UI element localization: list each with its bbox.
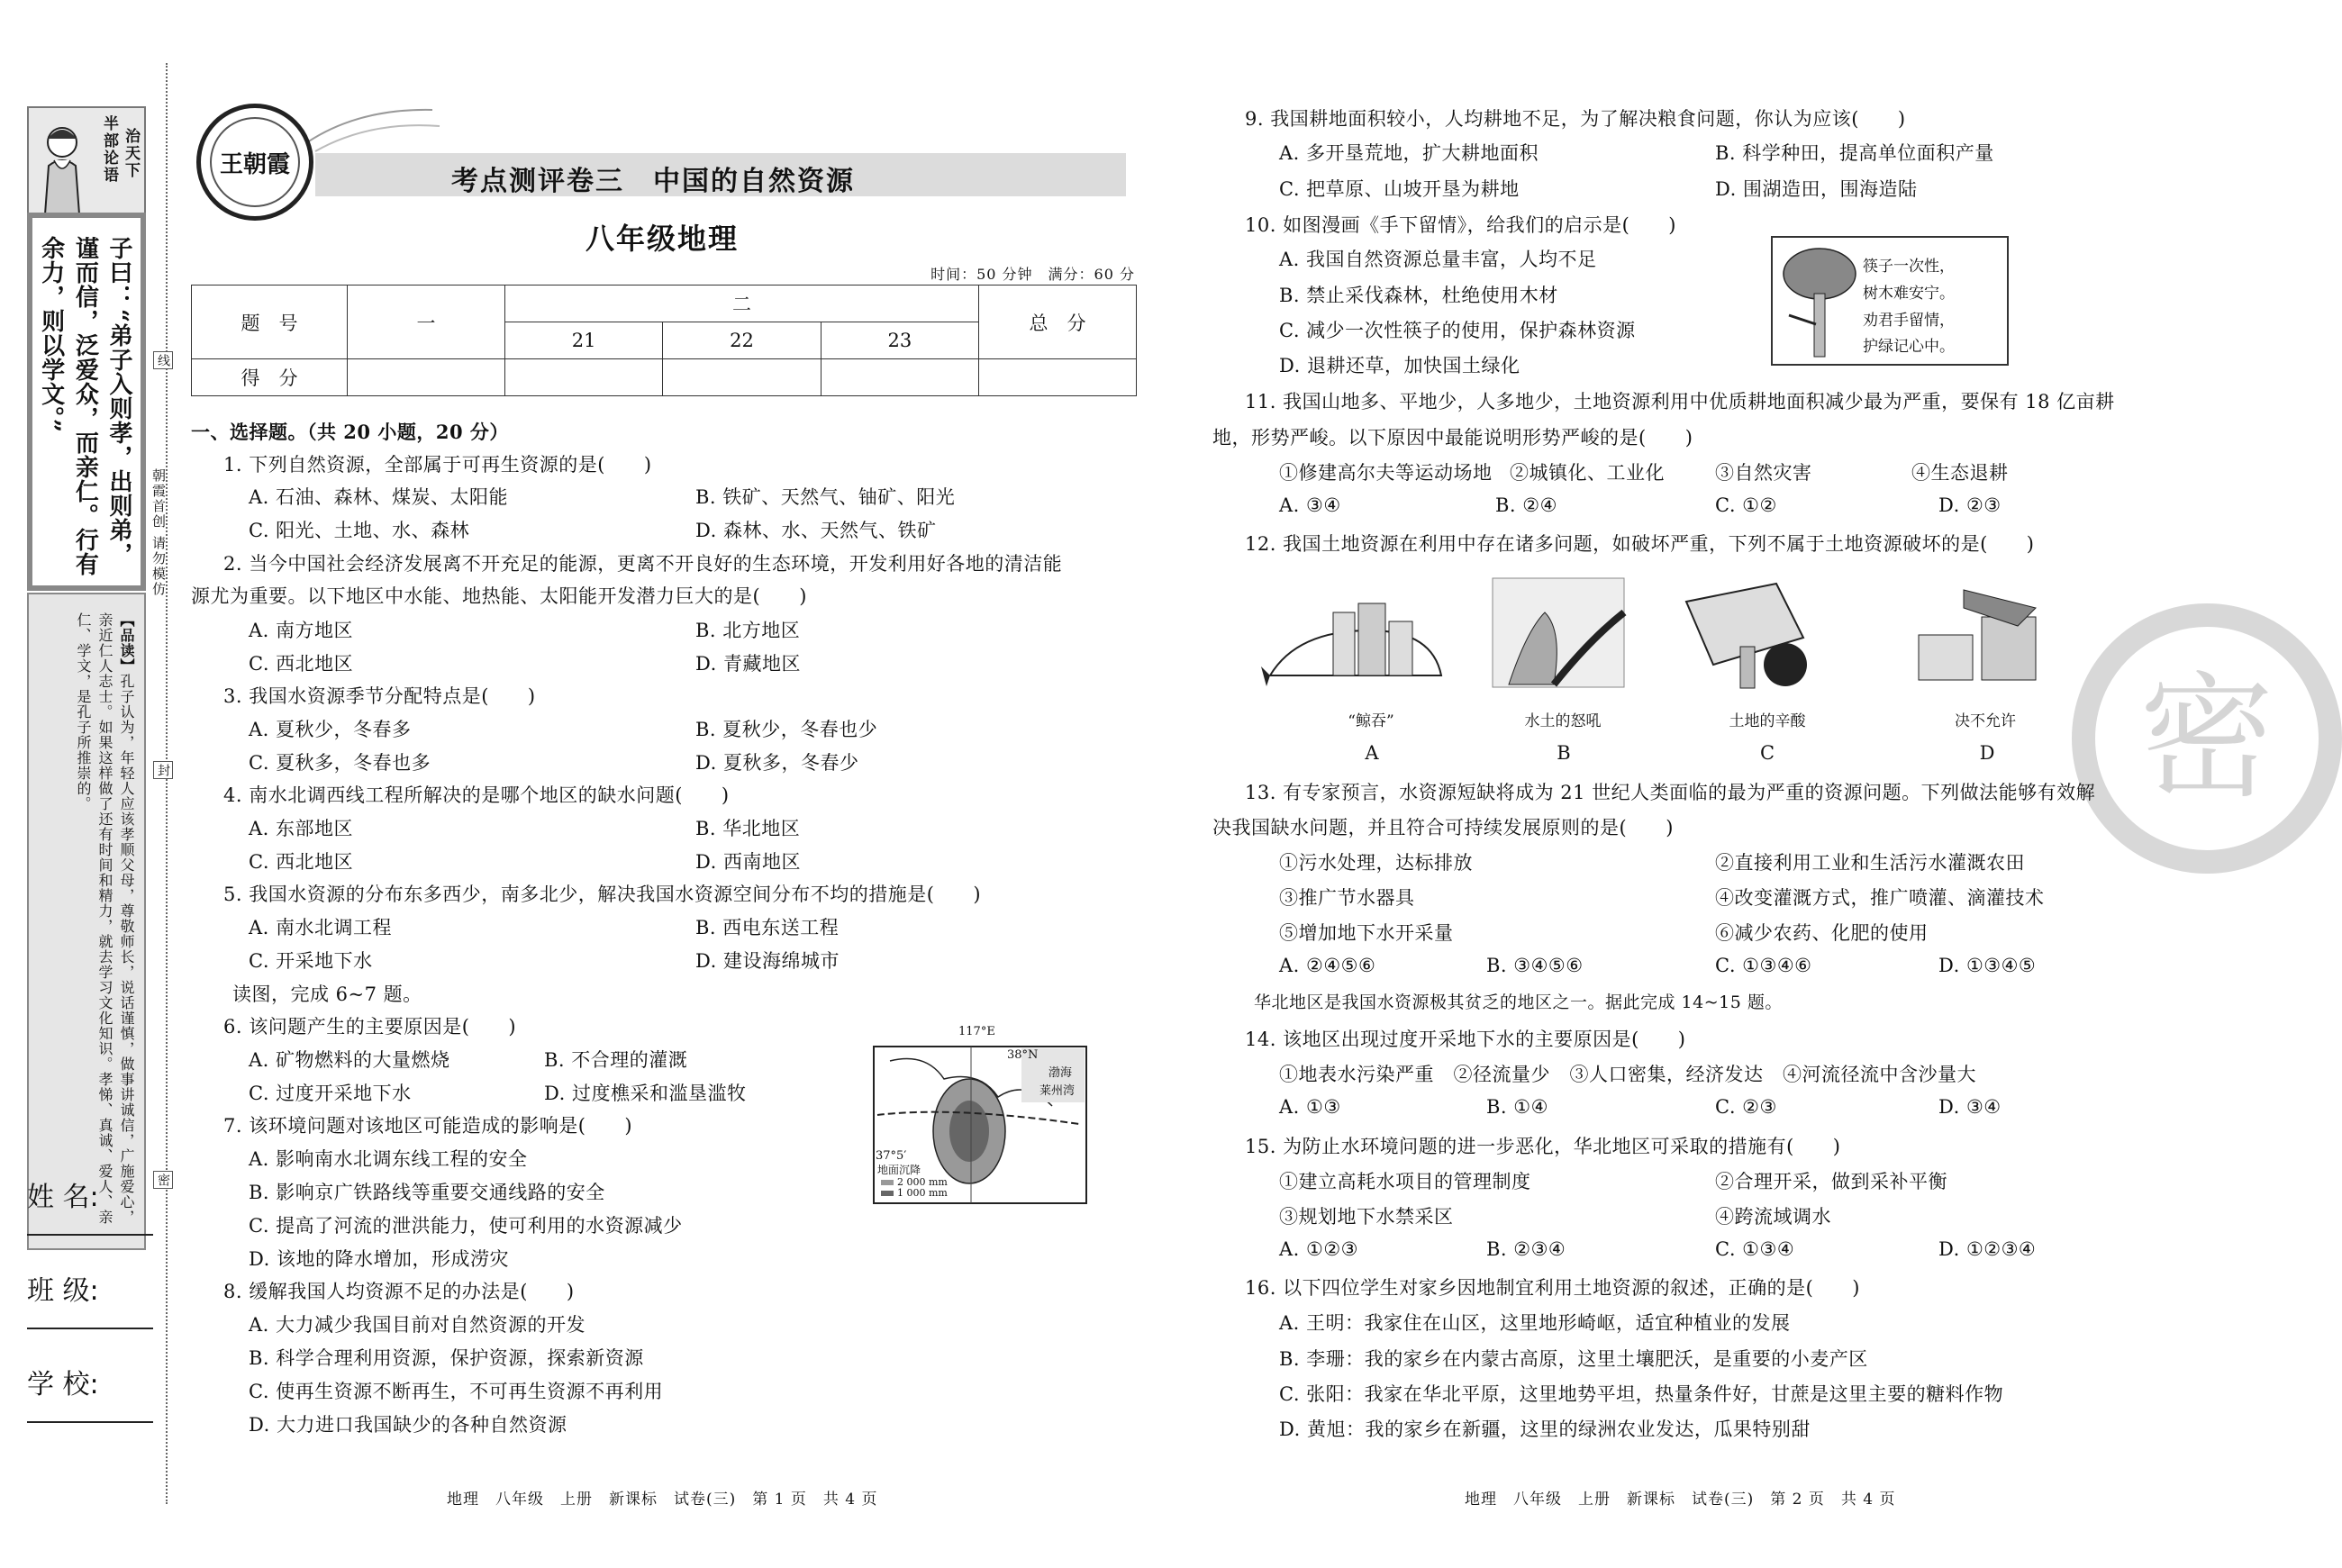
option: B. 铁矿、天然气、铀矿、阳光	[695, 486, 956, 508]
option: B. 西电东送工程	[695, 917, 840, 938]
option: B. 北方地区	[695, 620, 801, 641]
option: ⑥减少农药、化肥的使用	[1715, 922, 1929, 944]
note-label: 【品读】	[118, 612, 135, 674]
option: D. 青藏地区	[695, 653, 801, 675]
option: A. 夏秋少，冬春多	[249, 719, 412, 740]
option: B. 科学合理利用资源，保护资源，探索新资源	[249, 1347, 644, 1369]
option: D. ③④	[1938, 1096, 2002, 1118]
option: ②城镇化、工业化	[1510, 462, 1665, 484]
question-stem: 10. 如图漫画《手下留情》，给我们的启示是( )	[1245, 214, 1676, 236]
note-text	[72, 612, 137, 1234]
option: D. 退耕还草，加快国土绿化	[1279, 355, 1520, 376]
cut-label-mi: 密	[153, 1171, 173, 1189]
option: ②合理开采，做到采补平衡	[1715, 1171, 1947, 1192]
publisher-logo	[196, 104, 313, 221]
note-body: 孔子认为，年轻人应该孝顺父母，尊敬师长，说话谨慎，做事讲诚信，广施爱心，亲近仁人志士。如果这样做了还有时间和精力，就去学习文化知识。孝悌、真诚、爱人、亲仁、学文，是孔子所推崇的。	[75, 612, 135, 1225]
name-label: 姓 名:	[27, 1182, 99, 1213]
banner	[27, 106, 146, 223]
question-stem: 3. 我国水资源季节分配特点是( )	[223, 685, 536, 707]
option: B. ②③④	[1486, 1238, 1566, 1260]
cartoon-line-3: 劝君手留情，	[1863, 311, 1955, 330]
option: A. 矿物燃料的大量燃烧	[249, 1049, 450, 1071]
question-stem: 7. 该环境问题对该地区可能造成的影响是( )	[223, 1115, 633, 1137]
question-stem: 9. 我国耕地面积较小，人均耕地不足，为了解决粮食问题，你认为应该( )	[1245, 108, 1906, 130]
option: B. 夏秋少，冬春也少	[695, 719, 878, 740]
option: D. 黄旭：我的家乡在新疆，这里的绿洲农业发达，瓜果特别甜	[1279, 1418, 1811, 1440]
option: B. ③④⑤⑥	[1486, 955, 1584, 976]
cut-label-xian: 线	[153, 351, 173, 369]
option: B. 李珊：我的家乡在内蒙古高原，这里土壤肥沃，是重要的小麦产区	[1279, 1348, 1868, 1370]
option: B. ①④	[1486, 1096, 1548, 1118]
sage-illustration	[34, 121, 90, 214]
option: C. ②③	[1715, 1096, 1777, 1118]
option: A. 王明：我家住在山区，这里地形崎岖，适宜种植业的发展	[1279, 1312, 1791, 1334]
section-heading: 一、选择题。（共 20 小题，20 分）	[191, 421, 509, 443]
th-part1: 一	[348, 286, 505, 359]
option: D. 过度樵采和滥垦滥牧	[544, 1083, 747, 1104]
option: D. 该地的降水增加，形成涝灾	[249, 1248, 509, 1270]
cartoon-line-2: 树木难安宁。	[1863, 284, 1955, 303]
question-stem: 源尤为重要。以下地区中水能、地热能、太阳能开发潜力巨大的是( )	[191, 585, 807, 607]
option: A. 多开垦荒地，扩大耕地面积	[1279, 142, 1539, 164]
map-legend-1: 2 000 mm	[897, 1176, 948, 1188]
quote-box	[27, 213, 146, 591]
question-stem: 15. 为防止水环境问题的进一步恶化，华北地区可采取的措施有( )	[1245, 1136, 1841, 1157]
option: C. ①③④	[1715, 1238, 1795, 1260]
option: C. 提高了河流的泄洪能力，使可利用的水资源减少	[249, 1215, 683, 1237]
paper-subtitle: 八年级地理	[585, 222, 739, 256]
option: A. ①③	[1279, 1096, 1341, 1118]
option: ②直接利用工业和生活污水灌溉农田	[1715, 852, 2025, 874]
th-total: 总 分	[979, 286, 1137, 359]
school-field[interactable]	[27, 1362, 153, 1401]
score-cell[interactable]	[979, 359, 1137, 396]
instruction: 读图，完成 6~7 题。	[232, 983, 422, 1005]
option: B. 华北地区	[695, 818, 801, 839]
option: ④生态退耕	[1911, 462, 2009, 484]
score-cell[interactable]	[663, 359, 821, 396]
question-stem: 13. 有专家预言，水资源短缺将成为 21 世纪人类面临的最为严重的资源问题。下列做法能够有效解	[1245, 782, 2096, 803]
question-stem: 6. 该问题产生的主要原因是( )	[223, 1016, 517, 1038]
cartoon-line-1: 筷子一次性，	[1863, 258, 1955, 276]
footer-page-1: 地理 八年级 上册 新课标 试卷(三) 第 1 页 共 4 页	[447, 1491, 878, 1509]
option: B. 影响京广铁路线等重要交通线路的安全	[249, 1182, 605, 1203]
picture-c-land	[1677, 575, 1812, 692]
picture-d-forbid	[1910, 581, 2045, 693]
option: ③规划地下水禁采区	[1279, 1206, 1454, 1228]
option: C. 西北地区	[249, 653, 354, 675]
caption-d: 决不允许	[1955, 712, 2016, 730]
letter-b: B	[1557, 742, 1571, 764]
cartoon-chopsticks	[1771, 236, 2009, 366]
copyright-note: 朝霞首创 请勿模仿	[150, 468, 167, 597]
option: D. 大力进口我国缺少的各种自然资源	[249, 1414, 567, 1436]
banner-text-2: 治天下	[122, 128, 140, 179]
option: ③自然灾害	[1715, 462, 1812, 484]
question-stem: 1. 下列自然资源，全部属于可再生资源的是( )	[223, 454, 652, 476]
option: B. ②④	[1495, 494, 1557, 516]
cut-line	[166, 63, 168, 1504]
option: C. 西北地区	[249, 851, 354, 873]
school-label: 学 校:	[27, 1369, 99, 1400]
question-stem: 4. 南水北调西线工程所解决的是哪个地区的缺水问题( )	[223, 784, 730, 806]
binding-strip	[27, 106, 146, 1439]
question-stem: 12. 我国土地资源在利用中存在诸多问题，如破坏严重，下列不属于土地资源破坏的是( )	[1245, 533, 2035, 555]
question-stem: 2. 当今中国社会经济发展离不开充足的能源，更离不开良好的生态环境，开发利用好各地的清洁能	[223, 553, 1063, 575]
map-lat2-label: 37°5′	[876, 1149, 907, 1163]
class-label: 班 级:	[27, 1275, 99, 1307]
question-stem: 16. 以下四位学生对家乡因地制宜利用土地资源的叙述，正确的是( )	[1245, 1277, 1860, 1299]
title-bar	[315, 153, 1126, 196]
option: ①修建高尔夫等运动场地	[1279, 462, 1493, 484]
th-item: 题 号	[192, 286, 348, 359]
option: ①地表水污染严重 ②径流量少 ③人口密集，经济发达 ④河流径流中含沙量大	[1279, 1064, 1976, 1085]
time-score-line: 时间：50 分钟 满分：60 分	[930, 266, 1135, 283]
cut-label-feng: 封	[153, 761, 173, 779]
th-q23: 23	[821, 322, 978, 359]
option: A. ①②③	[1279, 1238, 1358, 1260]
footer-page-2: 地理 八年级 上册 新课标 试卷(三) 第 2 页 共 4 页	[1465, 1491, 1896, 1509]
map-sea-label: 渤海	[1048, 1066, 1073, 1080]
map-legend-2: 1 000 mm	[897, 1187, 948, 1199]
option: ④跨流域调水	[1715, 1206, 1831, 1228]
question-stem: 决我国缺水问题，并且符合可持续发展原则的是( )	[1212, 817, 1674, 838]
option: D. ①③④⑤	[1938, 955, 2037, 976]
subsidence-map	[872, 1025, 1088, 1205]
score-table	[191, 285, 1137, 396]
quote-text: 子曰：“弟子入则孝，出则弟，谨而信，泛爱众，而亲仁。行有余力，则以学文。”	[37, 236, 132, 576]
map-lon-label: 117°E	[958, 1025, 995, 1038]
instruction: 华北地区是我国水资源极其贫乏的地区之一。据此完成 14~15 题。	[1254, 992, 1783, 1012]
option: A. 我国自然资源总量丰富，人均不足	[1279, 249, 1597, 270]
caption-c: 土地的辛酸	[1729, 712, 1806, 730]
option: C. 使再生资源不断再生，不可再生资源不再利用	[249, 1381, 664, 1402]
caption-a: “鲸吞”	[1348, 712, 1394, 730]
option: B. 禁止采伐森林，杜绝使用木材	[1279, 285, 1558, 306]
option: D. 森林、水、天然气、铁矿	[695, 520, 937, 541]
option: D. 建设海绵城市	[695, 950, 840, 972]
caption-b: 水土的怒吼	[1524, 712, 1602, 730]
picture-a-whale	[1261, 576, 1452, 693]
logo-text: 王朝霞	[210, 117, 300, 207]
class-field[interactable]	[27, 1268, 153, 1308]
cartoon-line-4: 护绿记心中。	[1863, 338, 1955, 357]
option: B. 科学种田，提高单位面积产量	[1715, 142, 1994, 164]
option: C. 过度开采地下水	[249, 1083, 412, 1104]
watermark-char: 密	[2138, 660, 2274, 817]
option: A. 影响南水北调东线工程的安全	[249, 1148, 528, 1170]
map-legend-title: 地面沉降	[877, 1164, 921, 1176]
map-lat1-label: 38°N	[1007, 1048, 1039, 1062]
option: D. ①②③④	[1938, 1238, 2037, 1260]
map-bay-label: 莱州湾	[1039, 1084, 1076, 1098]
banner-text-1: 半部论语	[100, 115, 118, 184]
option: D. 西南地区	[695, 851, 801, 873]
th-q21: 21	[505, 322, 663, 359]
question-stem: 11. 我国山地多、平地少，人多地少，土地资源利用中优质耕地面积减少最为严重，要保有 18 亿亩耕	[1245, 391, 2115, 412]
paper-title: 考点测评卷三 中国的自然资源	[451, 166, 855, 197]
option: D. ②③	[1938, 494, 2002, 516]
option: A. 东部地区	[249, 818, 354, 839]
reading-note	[27, 593, 146, 1250]
name-field[interactable]	[27, 1174, 153, 1214]
score-cell[interactable]	[505, 359, 663, 396]
option: C. 张阳：我家在华北平原，这里地势平坦，热量条件好，甘蔗是这里主要的糖料作物	[1279, 1383, 2004, 1405]
option: A. ②④⑤⑥	[1279, 955, 1376, 976]
option: C. 阳光、土地、水、森林	[249, 520, 470, 541]
option: C. ①②	[1715, 494, 1777, 516]
letter-d: D	[1979, 742, 1995, 764]
th-score: 得 分	[192, 359, 348, 396]
th-q22: 22	[663, 322, 821, 359]
th-part2: 二	[505, 286, 979, 322]
option: D. 夏秋多，冬春少	[695, 752, 859, 774]
question-stem: 8. 缓解我国人均资源不足的办法是( )	[223, 1281, 575, 1302]
option: ③推广节水器具	[1279, 887, 1415, 909]
option: A. ③④	[1279, 494, 1341, 516]
letter-c: C	[1759, 742, 1775, 764]
option: A. 南水北调工程	[249, 917, 393, 938]
option: A. 南方地区	[249, 620, 354, 641]
option: C. ①③④⑥	[1715, 955, 1812, 976]
header-ribbon	[297, 99, 441, 153]
option: B. 不合理的灌溉	[544, 1049, 688, 1071]
option: C. 开采地下水	[249, 950, 373, 972]
option: ④改变灌溉方式，推广喷灌、滴灌技术	[1715, 887, 2045, 909]
option: ①污水处理，达标排放	[1279, 852, 1473, 874]
option: ⑤增加地下水开采量	[1279, 922, 1454, 944]
option: A. 石油、森林、煤炭、太阳能	[249, 486, 509, 508]
question-stem: 14. 该地区出现过度开采地下水的主要原因是( )	[1245, 1029, 1686, 1050]
option: C. 把草原、山坡开垦为耕地	[1279, 178, 1520, 200]
score-cell[interactable]	[348, 359, 505, 396]
picture-b-soil	[1491, 576, 1626, 689]
option: A. 大力减少我国目前对自然资源的开发	[249, 1314, 586, 1336]
question-stem: 地，形势严峻。以下原因中最能说明形势严峻的是( )	[1212, 427, 1693, 449]
option: C. 夏秋多，冬春也多	[249, 752, 431, 774]
option: D. 围湖造田，围海造陆	[1715, 178, 1918, 200]
question-stem: 5. 我国水资源的分布东多西少，南多北少，解决我国水资源空间分布不均的措施是( )	[223, 884, 982, 905]
letter-a: A	[1365, 742, 1379, 764]
option: C. 减少一次性筷子的使用，保护森林资源	[1279, 320, 1636, 341]
score-cell[interactable]	[821, 359, 978, 396]
option: ①建立高耗水项目的管理制度	[1279, 1171, 1531, 1192]
